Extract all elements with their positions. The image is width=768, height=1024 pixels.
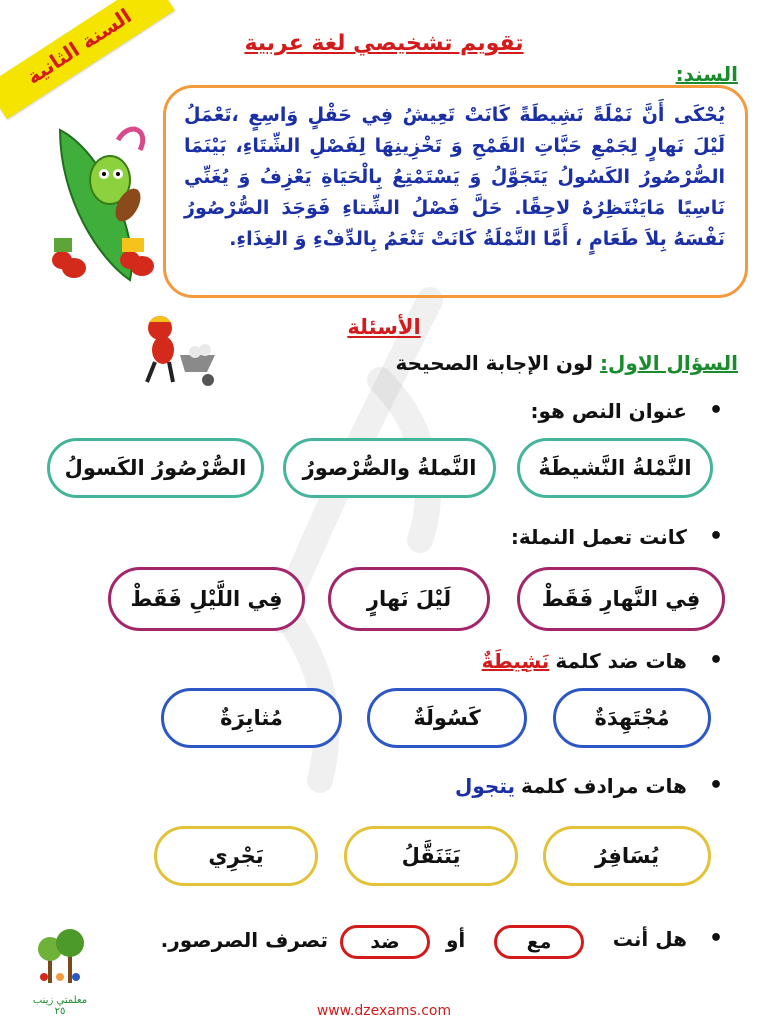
grade-label: السنة الثانية (22, 3, 136, 90)
question-title-prompt: • عنوان النص هو: (530, 398, 723, 423)
bullet-icon: • (708, 773, 723, 798)
story-box (163, 85, 748, 298)
bullet-icon: • (708, 926, 723, 951)
option-synonym-1[interactable]: يُسَافِرُ (543, 826, 711, 886)
option-antonym-2[interactable]: كَسُولَةٌ (367, 688, 527, 748)
story-text: يُحْكَى أَنَّ نَمْلَةً نَشِيطَةً كَانَتْ تَعِيشُ فِي حَقْلٍ وَاسِعٍ ،تَعْمَلُ لَيْلَ نَهارٍ لِجَمْعِ حَبَّاتِ القَمْحِ وَ تَخْزِينِهَا لِفَصْلِ الشِّتَاءِ، بَيْنَمَا الصُّرْصُورُ الكَسُولُ يَتَجَوَّلُ وَ يَسْتَمْتِعُ بِالْحَيَاةِ يَعْزِفُ وَ يُغَنِّي نَاسِيًا مَايَنْتَظِرُهُ لاحِقًا. حَلَّ فَصْلُ الشِّتاءِ فَوَجَدَ الصُّرْصُورُ نَفْسَهُ بِلاَ طَعَامٍ ، أَمَّا النَّمْلَةُ كَانَتْ تَنْعَمُ بِالدِّفْءِ وَ الغِذَاءِ. (184, 104, 725, 250)
option-antonym-1[interactable]: مُجْتَهِدَةٌ (553, 688, 711, 748)
option-synonym-3[interactable]: يَجْرِي (154, 826, 318, 886)
bullet-icon: • (708, 524, 723, 549)
option-title-2[interactable]: النَّملةُ والصُّرْصورُ (283, 438, 496, 498)
footer-url[interactable]: www.dzexams.com (316, 1003, 452, 1019)
option-title-1[interactable]: النَّمْلةُ النَّشيطَةُ (517, 438, 713, 498)
questions-heading: الأسئلة (347, 315, 421, 339)
question-1-instruction: لون الإجابة الصحيحة (395, 351, 594, 375)
option-title-3[interactable]: الصُّرْصُورُ الكَسولُ (47, 438, 264, 498)
option-synonym-2[interactable]: يَتَنَقَّلُ (344, 826, 518, 886)
option-work-2[interactable]: لَيْلَ نَهارٍ (328, 567, 490, 631)
story-label: السند: (675, 62, 738, 86)
option-antonym-3[interactable]: مُثابِرَةٌ (161, 688, 342, 748)
option-work-1[interactable]: فِي النَّهارِ فَقَطْ (517, 567, 725, 631)
bullet-icon: • (708, 398, 723, 423)
question-synonym-prompt: • هات مرادف كلمة يتجول (455, 773, 723, 798)
connector-or: أو (446, 928, 466, 952)
option-agree[interactable]: مع (494, 925, 584, 959)
question-opinion-line: • هل أنت (612, 926, 723, 951)
question-work-prompt: • كانت تعمل النملة: (510, 524, 723, 549)
logo-trees-icon (30, 925, 90, 995)
question-1-label: السؤال الاول: (600, 351, 738, 375)
opinion-suffix: تصرف الصرصور. (160, 928, 328, 952)
page-title: تقويم تشخيصي لغة عربية (244, 31, 524, 56)
option-work-3[interactable]: فِي اللَّيْلِ فَقَطْ (108, 567, 305, 631)
bullet-icon: • (708, 648, 723, 673)
grade-ribbon (0, 0, 175, 119)
logo-text: معلمتي زينب ٢٥ (32, 995, 88, 1017)
grasshopper-ants-illustration (40, 110, 160, 290)
question-antonym-prompt: • هات ضد كلمة نَشِيطَةٌ (481, 648, 723, 673)
question-1-line (396, 351, 739, 375)
option-disagree[interactable]: ضد (340, 925, 430, 959)
